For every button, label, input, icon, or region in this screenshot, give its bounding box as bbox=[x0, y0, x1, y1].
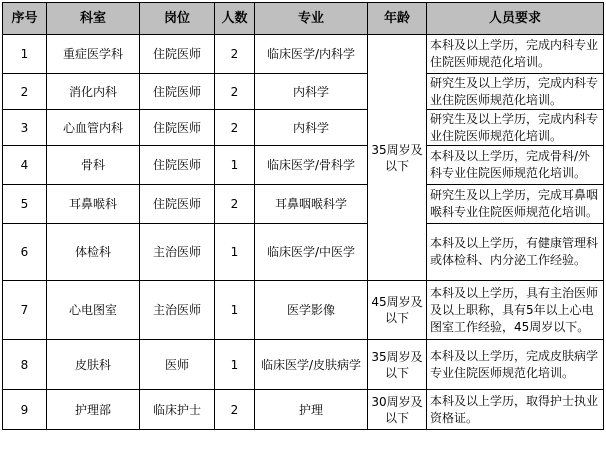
cell-count: 2 bbox=[215, 35, 255, 74]
cell-requirements: 本科及以上学历，完成皮肤病学专业住院医师规范化培训。 bbox=[427, 340, 604, 390]
cell-no: 3 bbox=[3, 110, 47, 146]
cell-no: 5 bbox=[3, 185, 47, 224]
cell-requirements: 研究生及以上学历，完成内科专业住院医师规范化培训。 bbox=[427, 74, 604, 110]
cell-major: 耳鼻咽喉科学 bbox=[255, 185, 368, 224]
cell-requirements: 本科及以上学历，取得护士执业资格证。 bbox=[427, 390, 604, 430]
table-row bbox=[3, 281, 604, 340]
cell-dept: 骨科 bbox=[47, 146, 140, 185]
cell-no: 8 bbox=[3, 340, 47, 390]
cell-requirements: 本科及以上学历，完成内科专业住院医师规范化培训。 bbox=[427, 35, 604, 74]
cell-requirements: 研究生及以上学历，完成耳鼻咽喉科专业住院医师规范化培训。 bbox=[427, 185, 604, 224]
header-major: 专业 bbox=[255, 3, 368, 35]
cell-no: 7 bbox=[3, 281, 47, 340]
recruitment-table bbox=[2, 2, 604, 430]
cell-post: 住院医师 bbox=[140, 146, 215, 185]
cell-post: 住院医师 bbox=[140, 35, 215, 74]
table-row bbox=[3, 224, 604, 281]
cell-post: 主治医师 bbox=[140, 281, 215, 340]
cell-dept: 重症医学科 bbox=[47, 35, 140, 74]
cell-requirements: 本科及以上学历，完成骨科/外科专业住院医师规范化培训。 bbox=[427, 146, 604, 185]
cell-age: 35周岁及以下 bbox=[368, 340, 427, 390]
cell-no: 4 bbox=[3, 146, 47, 185]
cell-count: 1 bbox=[215, 224, 255, 281]
cell-dept: 体检科 bbox=[47, 224, 140, 281]
header-age: 年龄 bbox=[368, 3, 427, 35]
header-post: 岗位 bbox=[140, 3, 215, 35]
cell-dept: 消化内科 bbox=[47, 74, 140, 110]
cell-major: 临床医学/中医学 bbox=[255, 224, 368, 281]
cell-no: 1 bbox=[3, 35, 47, 74]
cell-post: 住院医师 bbox=[140, 110, 215, 146]
cell-major: 临床医学/内科学 bbox=[255, 35, 368, 74]
table-row bbox=[3, 35, 604, 74]
table-row bbox=[3, 185, 604, 224]
table-row bbox=[3, 340, 604, 390]
cell-major: 临床医学/皮肤病学 bbox=[255, 340, 368, 390]
cell-no: 6 bbox=[3, 224, 47, 281]
cell-no: 9 bbox=[3, 390, 47, 430]
cell-post: 住院医师 bbox=[140, 74, 215, 110]
cell-age: 30周岁及以下 bbox=[368, 390, 427, 430]
cell-major: 内科学 bbox=[255, 110, 368, 146]
cell-requirements: 研究生及以上学历，完成内科专业住院医师规范化培训。 bbox=[427, 110, 604, 146]
recruitment-table-container bbox=[2, 2, 604, 430]
cell-post: 主治医师 bbox=[140, 224, 215, 281]
cell-post: 住院医师 bbox=[140, 185, 215, 224]
cell-dept: 耳鼻喉科 bbox=[47, 185, 140, 224]
cell-requirements: 本科及以上学历，有健康管理科或体检科、内分泌工作经验。 bbox=[427, 224, 604, 281]
cell-count: 1 bbox=[215, 281, 255, 340]
cell-major: 护理 bbox=[255, 390, 368, 430]
table-row bbox=[3, 390, 604, 430]
cell-age: 45周岁及以下 bbox=[368, 281, 427, 340]
cell-dept: 皮肤科 bbox=[47, 340, 140, 390]
cell-age-merged: 35周岁及以下 bbox=[368, 35, 427, 281]
table-row bbox=[3, 110, 604, 146]
cell-major: 临床医学/骨科学 bbox=[255, 146, 368, 185]
cell-no: 2 bbox=[3, 74, 47, 110]
cell-dept: 护理部 bbox=[47, 390, 140, 430]
cell-count: 1 bbox=[215, 340, 255, 390]
cell-count: 2 bbox=[215, 185, 255, 224]
cell-count: 1 bbox=[215, 146, 255, 185]
header-row bbox=[3, 3, 604, 35]
cell-post: 临床护士 bbox=[140, 390, 215, 430]
cell-major: 内科学 bbox=[255, 74, 368, 110]
cell-major: 医学影像 bbox=[255, 281, 368, 340]
cell-count: 2 bbox=[215, 110, 255, 146]
cell-post: 医师 bbox=[140, 340, 215, 390]
cell-count: 2 bbox=[215, 74, 255, 110]
header-requirements: 人员要求 bbox=[427, 3, 604, 35]
header-dept: 科室 bbox=[47, 3, 140, 35]
cell-dept: 心血管内科 bbox=[47, 110, 140, 146]
cell-count: 2 bbox=[215, 390, 255, 430]
cell-requirements: 本科及以上学历，具有主治医师及以上职称，具有5年以上心电图室工作经验，45周岁以下。 bbox=[427, 281, 604, 340]
header-count: 人数 bbox=[215, 3, 255, 35]
cell-dept: 心电图室 bbox=[47, 281, 140, 340]
header-no: 序号 bbox=[3, 3, 47, 35]
table-row bbox=[3, 146, 604, 185]
table-row bbox=[3, 74, 604, 110]
